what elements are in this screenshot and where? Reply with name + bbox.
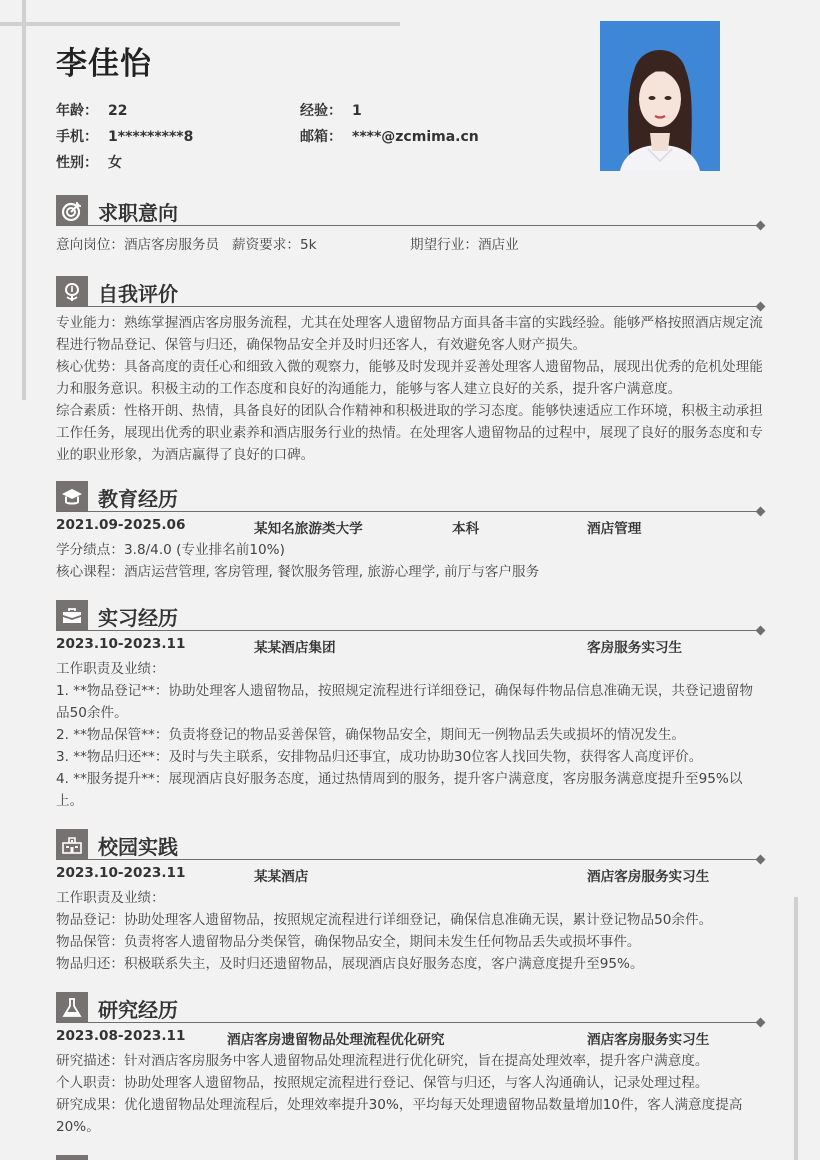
eval-overall: 综合素质：性格开朗、热情，具备良好的团队合作精神和积极进取的学习态度。能够快速适应工作环境，积极主动承担工作任务，展现出优秀的职业素养和酒店服务行业的热情。在处理客人遗留物品的过程中，展现了良好的服务态度和专业的职业形象，为酒店赢得了良好的口碑。 (56, 403, 763, 463)
research-responsibility: 个人职责：协助处理客人遗留物品，按照规定流程进行登记、保管与归还，与客人沟通确认，记录处理过程。 (56, 1075, 709, 1091)
internship-duty: 1. **物品登记**：协助处理客人遗留物品，按照规定流程进行详细登记，确保每件物品信息准确无误，共登记遗留物品50余件。 (56, 683, 753, 721)
section-campus-practice (56, 829, 764, 975)
internship-company: 某某酒店集团 (254, 640, 336, 656)
briefcase-icon (56, 600, 88, 631)
education-period: 2021.09-2025.06 (56, 517, 186, 533)
campus-duties-heading: 工作职责及业绩： (56, 890, 165, 906)
intent-industry: 期望行业：酒店业 (410, 237, 519, 253)
section-job-intent (56, 195, 764, 255)
internship-duty: 2. **物品保管**：负责将登记的物品妥善保管，确保物品安全，期间无一例物品丢失或损坏的情况发生。 (56, 727, 686, 743)
campus-role: 酒店客房服务实习生 (587, 869, 710, 885)
section-title: 教育经历 (98, 487, 178, 511)
decorative-vertical-line-left (22, 0, 26, 400)
education-details (56, 539, 764, 583)
education-school: 某知名旅游类大学 (254, 521, 363, 537)
flower-icon (56, 276, 88, 307)
info-experience (300, 100, 362, 120)
research-entry-header (56, 1026, 764, 1050)
self-eval-text (56, 312, 764, 466)
section-title: 研究经历 (98, 998, 178, 1022)
flask-icon (56, 992, 88, 1023)
internship-entry-header (56, 634, 764, 658)
research-description: 研究描述：针对酒店客房服务中客人遗留物品处理流程进行优化研究，旨在提高处理效率，提升客户满意度。 (56, 1053, 709, 1069)
info-row (56, 100, 536, 126)
decorative-horizontal-line-top (0, 22, 400, 26)
education-major: 酒店管理 (587, 521, 642, 537)
candidate-name: 李佳怡 (56, 46, 152, 82)
campus-duty: 物品保管：负责将客人遗留物品分类保管，确保物品安全，期间未发生任何物品丢失或损坏事件。 (56, 934, 641, 950)
internship-period: 2023.10-2023.11 (56, 636, 186, 652)
section-header (56, 195, 764, 226)
info-row (56, 126, 536, 152)
education-gpa: 学分绩点：3.8/4.0 (专业排名前10%) (56, 542, 285, 558)
graduation-cap-icon (56, 481, 88, 512)
section-title: 自我评价 (98, 282, 178, 306)
section-header (56, 829, 764, 860)
info-phone (56, 126, 193, 146)
campus-details (56, 887, 764, 975)
eval-professional: 专业能力：熟练掌握酒店客房服务流程，尤其在处理客人遗留物品方面具备丰富的实践经验。能够严格按照酒店规定流程进行物品登记、保管与归还，确保物品安全并及时归还客人，有效避免客人财产损失。 (56, 315, 763, 353)
section-rule (56, 306, 760, 307)
info-label: 邮箱： (300, 129, 342, 145)
section-header (56, 992, 764, 1023)
info-row (56, 152, 536, 178)
research-outcome: 研究成果：优化遗留物品处理流程后，处理效率提升30%，平均每天处理遗留物品数量增加10件，客人满意度提高20%。 (56, 1097, 743, 1135)
building-icon (56, 829, 88, 860)
section-title: 求职意向 (98, 201, 178, 225)
internship-details (56, 658, 764, 812)
info-label: 经验： (300, 103, 342, 119)
internship-duty: 3. **物品归还**：及时与失主联系，安排物品归还事宜，成功协助30位客人找回失物，获得客人高度评价。 (56, 749, 703, 765)
info-value: 女 (108, 155, 122, 171)
info-value: ****@zcmima.cn (352, 129, 479, 145)
campus-entry-header (56, 863, 764, 887)
campus-duty: 物品登记：协助处理客人遗留物品，按照规定流程进行详细登记，确保信息准确无误，累计登记物品50余件。 (56, 912, 713, 928)
section-internship (56, 600, 764, 812)
internship-duty: 4. **服务提升**：展现酒店良好服务态度，通过热情周到的服务，提升客户满意度，客房服务满意度提升至95%以上。 (56, 771, 743, 809)
campus-duty: 物品归还：积极联系失主，及时归还遗留物品，展现酒店良好服务态度，客户满意度提升至95%。 (56, 956, 644, 972)
info-value: 22 (108, 103, 128, 119)
section-rule (56, 511, 760, 512)
intent-salary: 薪资要求：5k (232, 237, 317, 253)
section-header (56, 276, 764, 307)
info-email (300, 126, 479, 146)
profile-photo (600, 21, 720, 171)
info-gender (56, 152, 122, 172)
intent-position: 意向岗位：酒店客房服务员 (56, 237, 220, 253)
research-project: 酒店客房遗留物品处理流程优化研究 (227, 1032, 445, 1048)
diamond-marker (756, 302, 766, 312)
intent-row (56, 233, 764, 255)
diamond-marker (756, 221, 766, 231)
section-rule (56, 225, 760, 226)
personal-info (56, 100, 536, 178)
info-label: 性别： (56, 155, 98, 171)
eval-core-strength: 核心优势：具备高度的责任心和细致入微的观察力，能够及时发现并妥善处理客人遗留物品，展现出优秀的危机处理能力和服务意识。积极主动的工作态度和良好的沟通能力，能够与客人建立良好的关系，提升客户满意度。 (56, 359, 763, 397)
info-label: 手机： (56, 129, 98, 145)
next-section-icon-partial (56, 1155, 88, 1160)
info-value: 1 (352, 103, 362, 119)
section-rule (56, 630, 760, 631)
portrait-illustration (600, 21, 720, 171)
section-header (56, 481, 764, 512)
info-age (56, 100, 127, 120)
info-label: 年龄： (56, 103, 98, 119)
internship-duties-heading: 工作职责及业绩： (56, 661, 165, 677)
campus-org: 某某酒店 (254, 869, 309, 885)
section-research (56, 992, 764, 1138)
info-value: 1*********8 (108, 129, 194, 145)
section-education (56, 481, 764, 583)
section-self-evaluation (56, 276, 764, 466)
section-header (56, 600, 764, 631)
education-entry-header (56, 515, 764, 539)
research-role: 酒店客房服务实习生 (587, 1032, 710, 1048)
section-rule (56, 1022, 760, 1023)
research-period: 2023.08-2023.11 (56, 1028, 186, 1044)
education-degree: 本科 (452, 521, 480, 537)
section-rule (56, 859, 760, 860)
section-title: 校园实践 (98, 835, 178, 859)
campus-period: 2023.10-2023.11 (56, 865, 186, 881)
education-courses: 核心课程：酒店运营管理, 客房管理, 餐饮服务管理, 旅游心理学, 前厅与客户服务 (56, 564, 540, 580)
research-details (56, 1050, 764, 1138)
target-icon (56, 195, 88, 226)
section-title: 实习经历 (98, 606, 178, 630)
internship-role: 客房服务实习生 (587, 640, 683, 656)
decorative-vertical-line-right (794, 897, 798, 1160)
